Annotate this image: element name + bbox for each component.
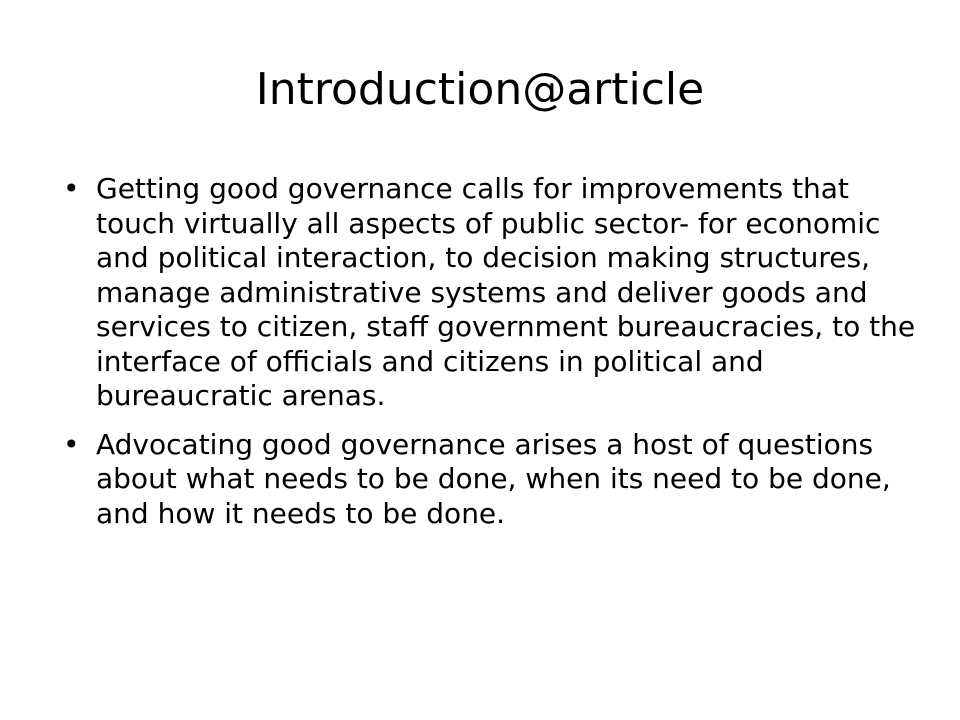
bullet-item-1 [60, 172, 920, 414]
bullet-text: Advocating good governance arises a host of questions about what needs to be done, when its need to be done, and how it needs to be done. [96, 427, 891, 530]
bullet-list [60, 172, 920, 545]
bullet-item-2 [60, 428, 920, 532]
slide-title: Introduction@article [255, 64, 705, 115]
bullet-marker: • [63, 172, 80, 205]
bullet-marker: • [63, 427, 80, 461]
bullet-text: Getting good governance calls for improvements that touch virtually all aspects of public sector- for economic and political interaction, to decision making structures, manage administrative systems and deliver goods and services to citizen, staff government bureaucracies, to the interface of officials and citizens in political and bureaucratic arenas. [96, 172, 916, 412]
